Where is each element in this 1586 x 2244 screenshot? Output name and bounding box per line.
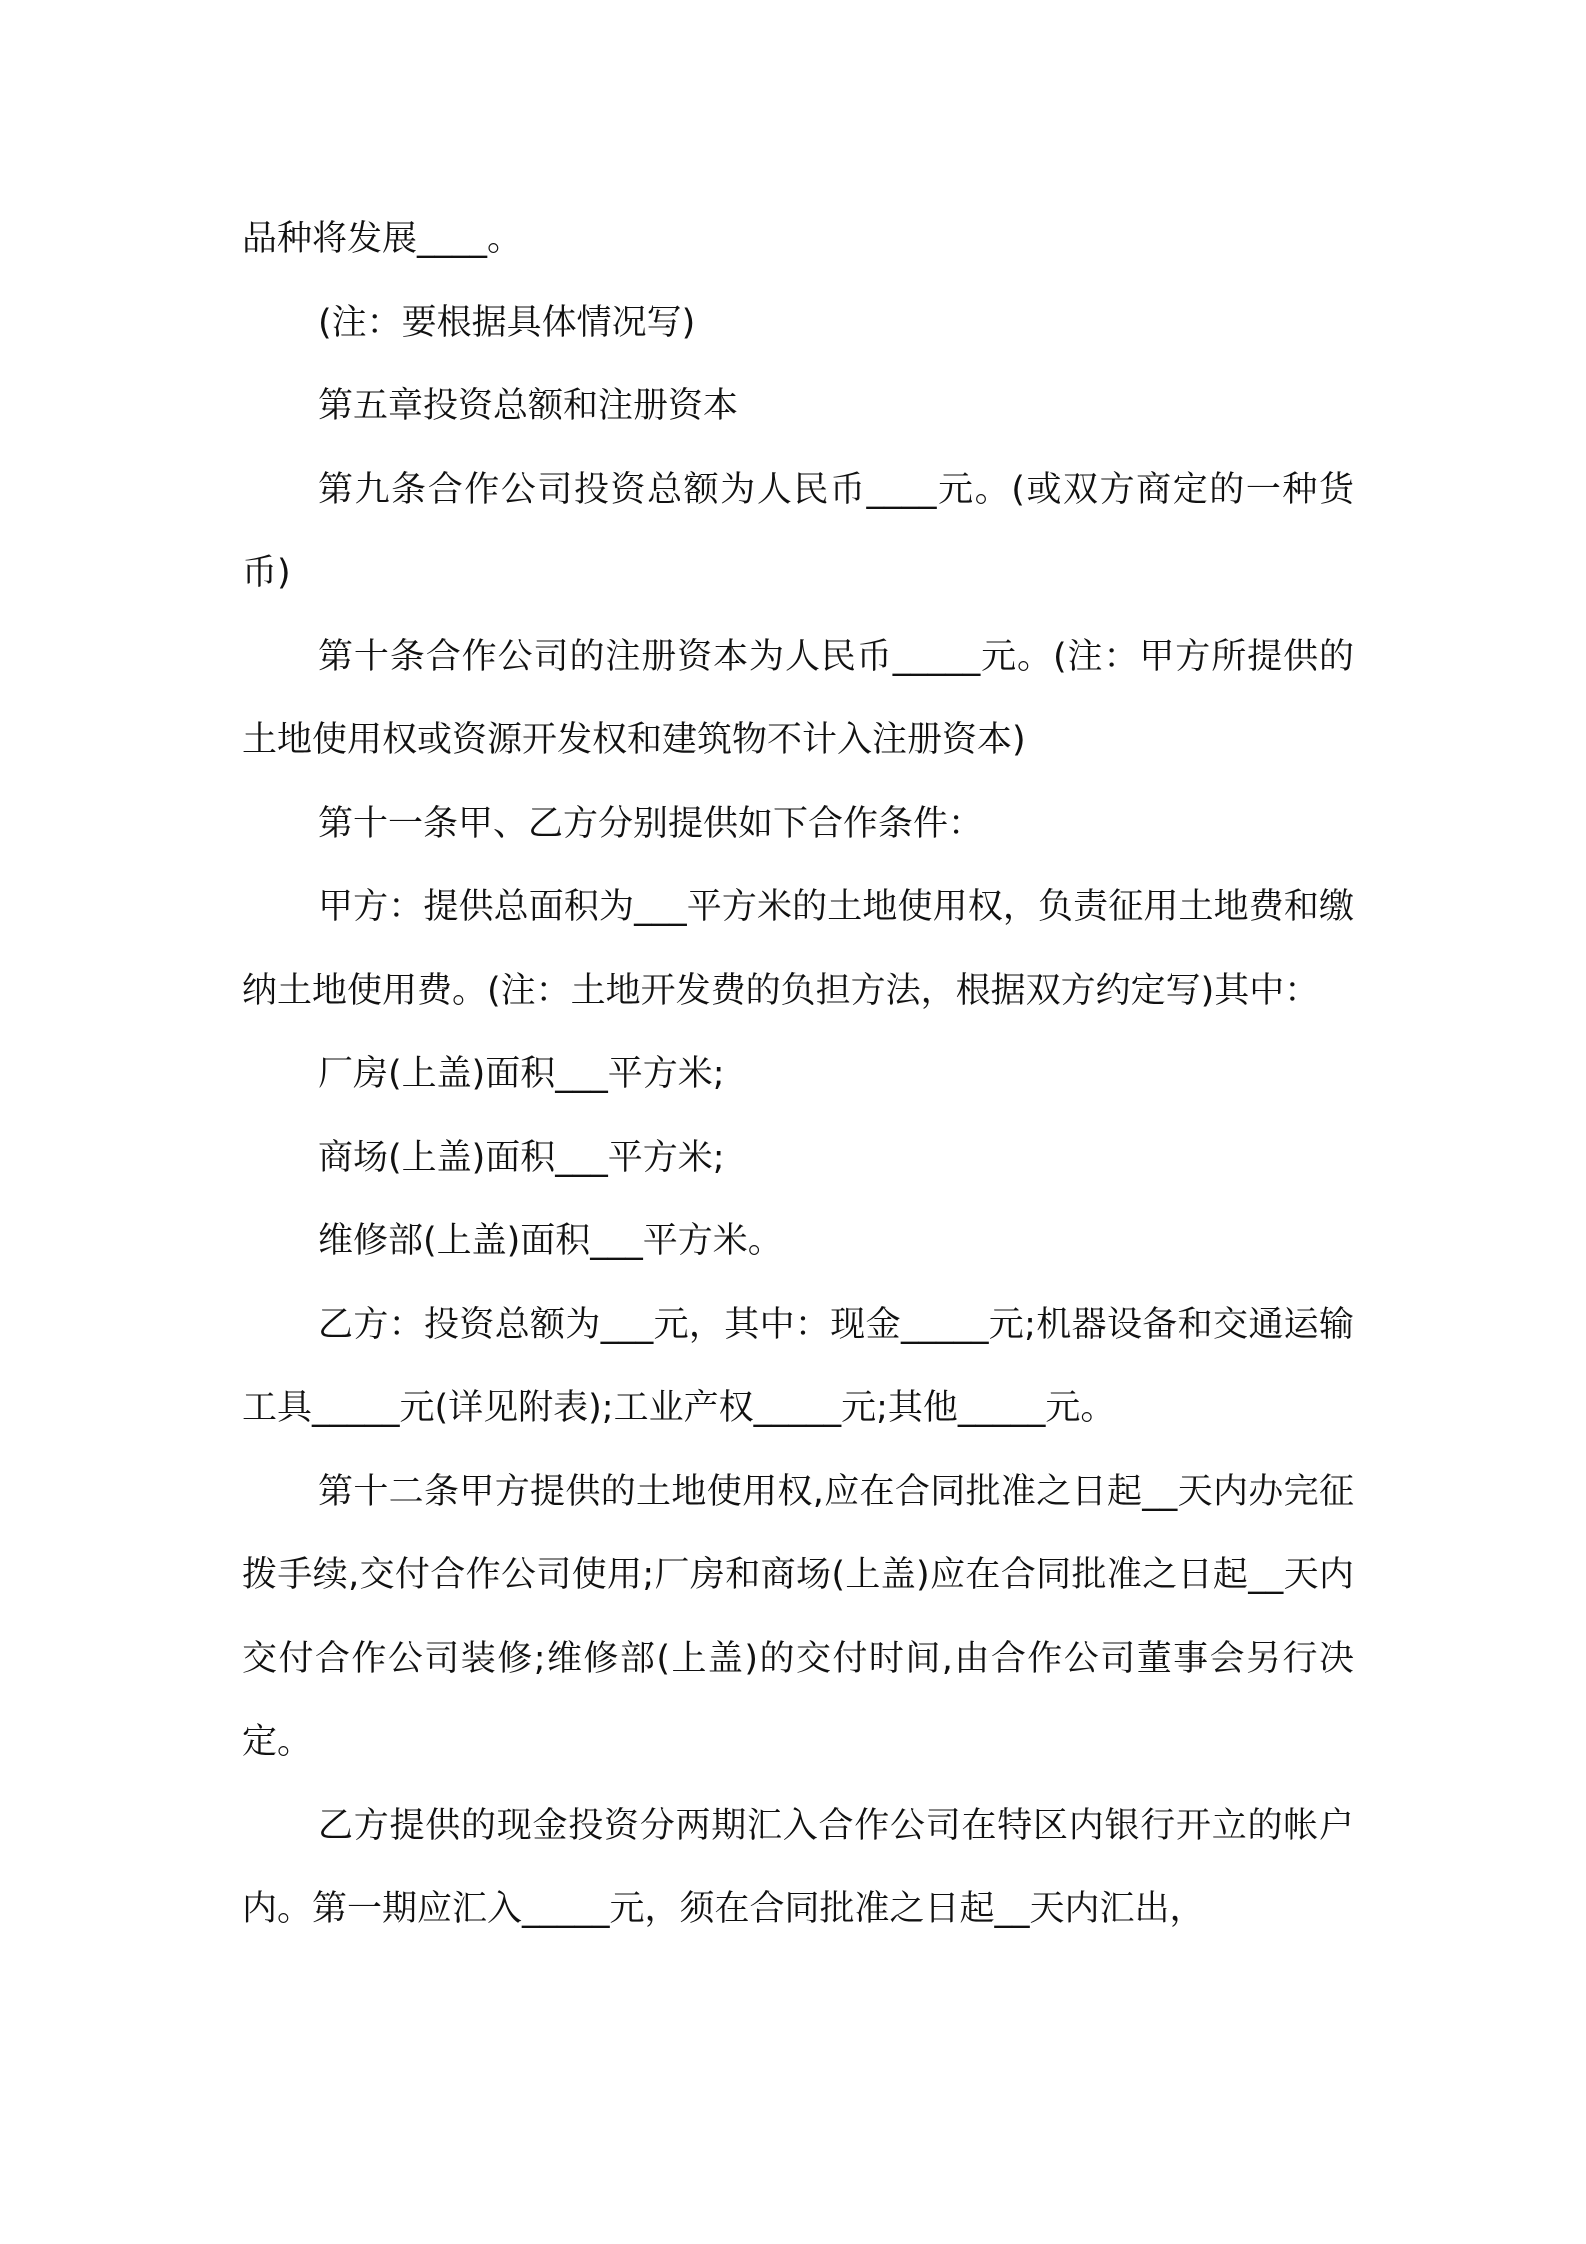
repair-dept-area-item: 维修部(上盖)面积___平方米。 (318, 1221, 783, 1261)
article-10: 第十条合作公司的注册资本为人民币_____元。(注：甲方所提供的土地使用权或资源开发权和建筑物不计入注册资本) (242, 636, 1354, 760)
factory-area-item: 厂房(上盖)面积___平方米; (318, 1054, 725, 1094)
chapter-heading: 第五章投资总额和注册资本 (318, 386, 739, 426)
mall-area-item: 商场(上盖)面积___平方米; (318, 1137, 725, 1178)
party-b-cash-investment: 乙方提供的现金投资分两期汇入合作公司在特区内银行开立的帐户内。第一期应汇入_____元，须在合同批准之日起__天内汇出， (242, 1805, 1354, 1929)
document-page (242, 198, 1354, 1952)
paragraph-continuation: 品种将发展____。 (242, 219, 523, 259)
paragraph-note: (注：要根据具体情况写) (318, 302, 696, 343)
article-11: 第十一条甲、乙方分别提供如下合作条件： (318, 803, 984, 844)
article-12: 第十二条甲方提供的土地使用权,应在合同批准之日起__天内办完征拨手续,交付合作公司使用;厂房和商场(上盖)应在合同批准之日起__天内交付合作公司装修;维修部(上盖)的交付时间,由合作公司董事会另行决定。 (242, 1471, 1354, 1762)
party-b-conditions: 乙方：投资总额为___元，其中：现金_____元;机器设备和交通运输工具_____元(详见附表);工业产权_____元;其他_____元。 (242, 1304, 1354, 1428)
party-a-conditions: 甲方：提供总面积为___平方米的土地使用权，负责征用土地费和缴纳土地使用费。(注：土地开发费的负担方法，根据双方约定写)其中： (242, 887, 1354, 1011)
article-9: 第九条合作公司投资总额为人民币____元。(或双方商定的一种货币) (242, 469, 1354, 593)
